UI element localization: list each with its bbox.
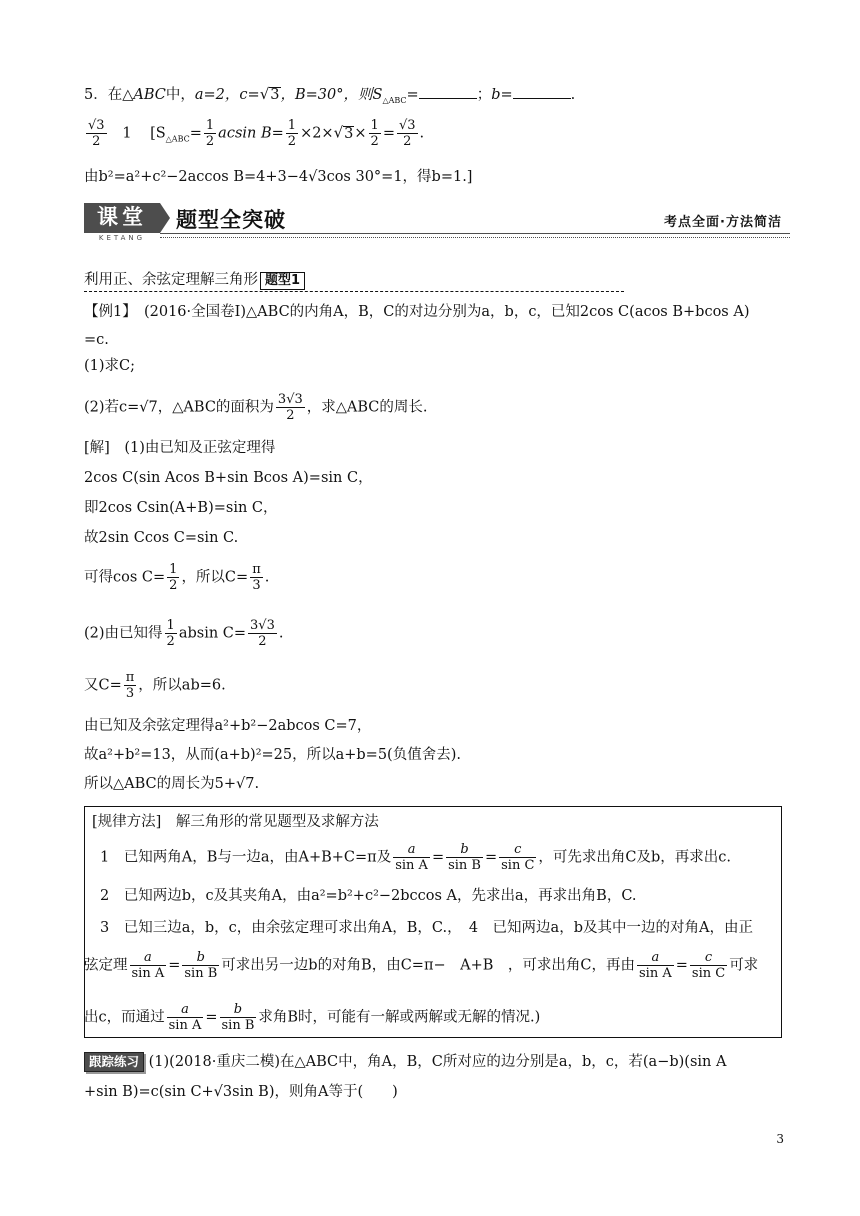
p5-abc: ABC [133, 87, 166, 103]
solution-10: 所以△ABC的周长为5+√7. [84, 776, 260, 792]
answer-times2: ×2× [300, 125, 334, 142]
p5-s-label: S [372, 87, 383, 103]
type-tag: 题型1 [260, 272, 305, 290]
example-line-1: 【例1】 (2016·全国卷Ⅰ)△ABC的内角A，B，C的对边分别为a，b，c，已知2cos C(acos B+bcos A) [84, 304, 750, 320]
method-1: 1 已知两角A，B与一边a，由A+B+C=π及 $\frac{a}{\text{sin A}}$ = $\frac{b}{\text{sin B}}$ = $\frac{c}{\text{sin C}}$ ，可先求出角C及b，再求出c. [100, 842, 732, 873]
method-3: 3 已知三边a，b，c，由余弦定理可求出角A，B，C.， 4 已知两边a，b及其中一边的对角A，由正 [100, 920, 753, 936]
method-2: 2 已知两边b，c及其夹角A，由a²=b²+c²−2bccos A，先求出a，再求出角B，C. [100, 888, 637, 904]
solution-7: 又C= $\frac{\pi}{3}$ ，所以ab=6. [84, 670, 226, 701]
answer-result: $\frac{√3}{2}$ [398, 118, 416, 149]
solution-5: 可得cos C= $\frac{1}{2}$ ，所以C= $\frac{\pi}{3}$ . [84, 562, 270, 593]
solution-6: (2)由已知得 $\frac{1}{2}$ absin C= $\frac{3√3}{2}$ . [84, 618, 284, 649]
p5-period: . [570, 87, 576, 103]
answer-half-3: $\frac{1}{2}$ [370, 118, 379, 149]
section-heading [84, 270, 305, 290]
solution-1: [解] (1)由已知及正弦定理得 [84, 440, 276, 456]
banner-tag-sub: KETANG [98, 234, 146, 242]
p5-a: a=2， [194, 87, 240, 103]
banner-right-text: 考点全面·方法简洁 [664, 215, 782, 230]
follow-text-1: (1)(2018·重庆二模)在△ABC中，角A，B，C所对应的边分别是a，b，c，若(a−b)(sin A [148, 1054, 727, 1070]
p5-blank-2 [513, 84, 571, 99]
answer-end: . [419, 125, 425, 142]
section-dash-rule [84, 291, 624, 292]
answer-fraction-1: $\frac{√3}{2}$ [88, 118, 105, 149]
section-label: 利用正、余弦定理解三角形 [84, 272, 258, 288]
banner-rule [160, 233, 790, 234]
problem-5-line: 5．在△ABC中，a=2，c=√3，B=30°，则$S_{\triangle ABC}=$ ；b= . [84, 85, 576, 105]
p5-s-sub: △ABC [382, 95, 407, 105]
answer-line-1: $\frac{√3}{2}$ 1 [$S_{\triangle ABC}=$ $\frac{1}{2}$ acsin B= $\frac{1}{2}$ ×2×√3× $\frac{1}{2}$ = $\frac{√3}{2}$ . [88, 118, 425, 149]
answer-acsin: acsin B= [218, 125, 284, 142]
solution-8: 由已知及余弦定理得a²+b²−2abcos C=7， [84, 718, 372, 734]
solution-4: 故2sin Ccos C=sin C. [84, 530, 239, 546]
follow-line-1 [84, 1052, 726, 1072]
answer-line-2: 由b²=a²+c²−2accos B=4+3−4√3cos 30°=1，得b=1.] [84, 169, 473, 185]
answer-times: × [354, 125, 367, 142]
banner-title: 题型全突破 [176, 208, 286, 232]
example-q2: (2)若c=√7，△ABC的面积为 $\frac{3√3}{2}$ ，求△ABC的周长. [84, 392, 428, 423]
answer-half-2: $\frac{1}{2}$ [287, 118, 297, 149]
p5-b-label: b= [491, 87, 513, 103]
answer-sqrt3: 3 [344, 125, 354, 142]
p5-eq: = [406, 87, 419, 103]
answer-eq2: = [382, 125, 395, 142]
p5-sqrt3: 3 [270, 87, 280, 103]
follow-line-2: +sin B)=c(sin C+√3sin B)，则角A等于( ) [84, 1084, 398, 1100]
p5-b-angle: ，B=30°，则 [280, 87, 373, 103]
answer-s-open: [S [150, 125, 166, 142]
p5-c: c= [239, 87, 260, 103]
page-number: 3 [776, 1132, 784, 1146]
example-q1: (1)求C; [84, 358, 136, 374]
banner-arrow-icon [160, 203, 170, 233]
answer-s-sub: △ABC [165, 134, 190, 144]
p5-semicolon: ； [476, 87, 492, 103]
p5-text2: 中， [165, 87, 195, 103]
method-5: 出c，而通过 $\frac{a}{\text{sin A}}$ = $\frac{b}{\text{sin B}}$ 求角B时，可能有一解或两解或无解的情况.) [84, 1002, 541, 1033]
solution-9: 故a²+b²=13，从而(a+b)²=25，所以a+b=5(负值舍去). [84, 747, 461, 763]
p5-text: 5．在△ [84, 87, 134, 103]
answer-half: $\frac{1}{2}$ [205, 118, 215, 149]
solution-2: 2cos C(sin Acos B+sin Bcos A)=sin C， [84, 470, 373, 486]
banner-tag: 课堂 [84, 203, 160, 233]
example-line-2: =c. [84, 332, 109, 348]
p5-blank-1 [419, 84, 477, 99]
follow-tag: 跟踪练习 [84, 1052, 144, 1072]
banner-rule-dotted [160, 237, 790, 238]
answer-2: 1 [122, 125, 132, 142]
method-4: 弦定理 $\frac{a}{\text{sin A}}$ = $\frac{b}{\text{sin B}}$ 可求出另一边b的对角B，由C=π− A+B ，可求出角C，再由 $\frac{a}{\text{sin A}}$ = $\frac{c}{\text{sin C}}$ 可求 [84, 950, 759, 981]
answer-eq: = [189, 125, 202, 142]
solution-3: 即2cos Csin(A+B)=sin C， [84, 500, 278, 516]
method-title: [规律方法] 解三角形的常见题型及求解方法 [92, 814, 379, 830]
q2-area-fraction: $\frac{3√3}{2}$ [277, 392, 303, 423]
